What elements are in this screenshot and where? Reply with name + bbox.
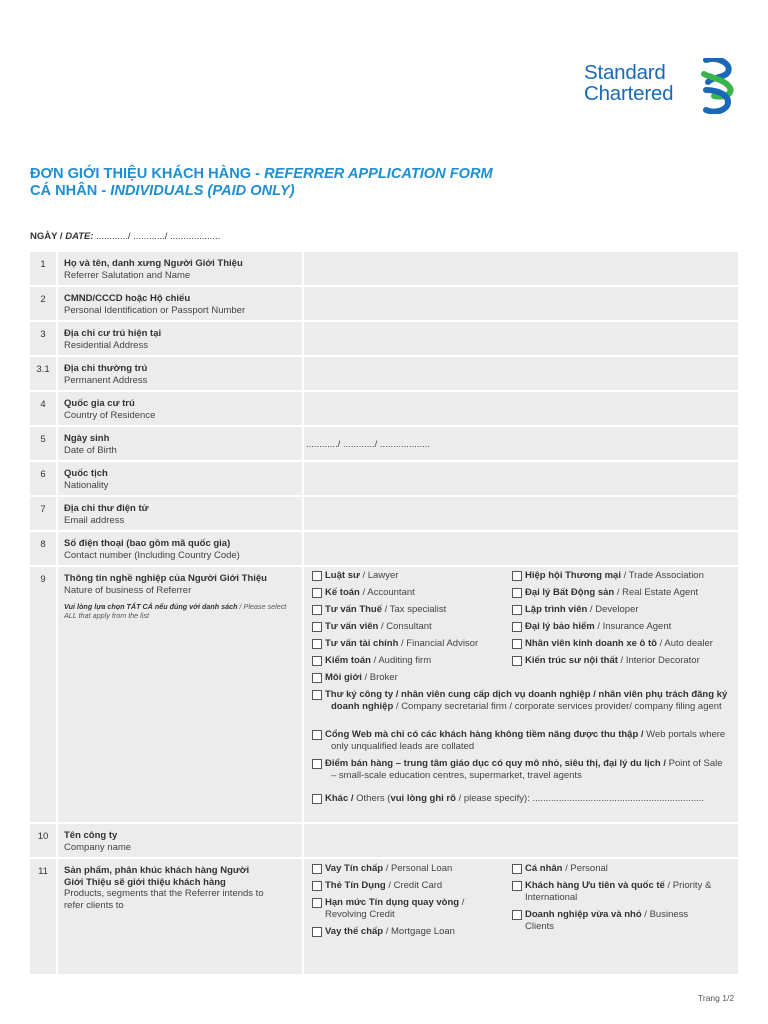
checkbox-mortgage-loan[interactable]: Vay thế chấp / Mortgage Loan: [312, 926, 502, 938]
checkbox-point-of-sale[interactable]: Điểm bán hàng – trung tâm giáo dục có quy mô nhỏ, siêu thị, đại lý du lịch / Point of Sale – small-scale education centres, supermarket, travel agents: [312, 758, 728, 781]
checkbox-box[interactable]: [312, 759, 322, 769]
checkbox-box[interactable]: [512, 864, 522, 874]
form-row-country: 4 Quốc gia cư trú Country of Residence: [30, 392, 738, 425]
form-row-products-segments: 11 Sản phẩm, phân khúc khách hàng Người Giới Thiệu sẽ giới thiệu khách hàng Products, segments that the Referrer intends to refer clients to Vay Tín chấp / Personal Loan Cá nhân / Personal Thẻ Tín Dụng / Credit Card Khách hàng Ưu tiên và quốc tế / Priority & International Hạn mức Tín dụng quay vòng / Revolving Credit Doanh nghiệp vừa và nhỏ / Business Clients Vay thế chấp / Mortgage Loan: [30, 859, 738, 974]
form-row-date-of-birth: 5 Ngày sinh Date of Birth ............/ ............/ ...................: [30, 427, 738, 460]
checkbox-box[interactable]: [512, 571, 522, 581]
email-input[interactable]: [304, 497, 738, 530]
checkbox-box[interactable]: [512, 605, 522, 615]
checkbox-broker[interactable]: Môi giới / Broker: [312, 672, 502, 684]
date-of-birth-input[interactable]: ............/ ............/ ...................: [304, 427, 738, 460]
checkbox-trade-association[interactable]: Hiệp hội Thương mại / Trade Association: [512, 570, 738, 582]
form-row-contact-number: 8 Số điện thoại (bao gồm mã quốc gia) Contact number (Including Country Code): [30, 532, 738, 565]
checkbox-developer[interactable]: Lập trình viên / Developer: [512, 604, 738, 616]
checkbox-box[interactable]: [312, 622, 322, 632]
checkbox-insurance-agent[interactable]: Đại lý bảo hiểm / Insurance Agent: [512, 621, 738, 633]
checkbox-box[interactable]: [312, 605, 322, 615]
checkbox-lawyer[interactable]: Luật sư / Lawyer: [312, 570, 502, 582]
brand-name-line1: Standard: [584, 61, 666, 84]
checkbox-auto-dealer[interactable]: Nhân viên kinh doanh xe ô tô / Auto dealer: [512, 638, 738, 650]
checkbox-priority-international[interactable]: Khách hàng Ưu tiên và quốc tế / Priority & International: [512, 880, 734, 903]
checkbox-box[interactable]: [312, 730, 322, 740]
permanent-address-input[interactable]: [304, 357, 738, 390]
company-name-input[interactable]: [304, 824, 738, 857]
checkbox-box[interactable]: [312, 881, 322, 891]
form-row-nationality: 6 Quốc tịch Nationality: [30, 462, 738, 495]
checkbox-box[interactable]: [312, 571, 322, 581]
checkbox-box[interactable]: [312, 864, 322, 874]
checkbox-box[interactable]: [312, 673, 322, 683]
checkbox-box[interactable]: [312, 927, 322, 937]
country-input[interactable]: [304, 392, 738, 425]
contact-number-input[interactable]: [304, 532, 738, 565]
checkbox-box[interactable]: [312, 656, 322, 666]
checkbox-box[interactable]: [312, 794, 322, 804]
standard-chartered-logo: [584, 58, 740, 114]
checkbox-box[interactable]: [512, 588, 522, 598]
residential-address-input[interactable]: [304, 322, 738, 355]
checkbox-box[interactable]: [312, 690, 322, 700]
checkbox-revolving-credit[interactable]: Hạn mức Tín dụng quay vòng / Revolving Credit: [312, 897, 484, 920]
checkbox-box[interactable]: [512, 656, 522, 666]
checkbox-box[interactable]: [512, 622, 522, 632]
brand-name-line2: Chartered: [584, 82, 674, 105]
form-row-email: 7 Địa chỉ thư điện tử Email address: [30, 497, 738, 530]
id-number-input[interactable]: [304, 287, 738, 320]
checkbox-interior-decorator[interactable]: Kiến trúc sư nội thất / Interior Decorator: [512, 655, 738, 667]
checkbox-tax-specialist[interactable]: Tư vấn Thuế / Tax specialist: [312, 604, 502, 616]
brand-name: [584, 62, 673, 104]
checkbox-personal-loan[interactable]: Vay Tín chấp / Personal Loan: [312, 863, 502, 875]
form-row-referrer-name: 1 Họ và tên, danh xưng Người Giới Thiệu Referrer Salutation and Name: [30, 252, 738, 285]
checkbox-auditing-firm[interactable]: Kiểm toán / Auditing firm: [312, 655, 502, 667]
checkbox-financial-advisor[interactable]: Tư vấn tài chính / Financial Advisor: [312, 638, 508, 650]
date-field[interactable]: NGÀY / DATE: ............/ ............/ ...................: [30, 231, 221, 242]
checkbox-company-secretarial[interactable]: Thư ký công ty / nhân viên cung cấp dịch vụ doanh nghiệp / nhân viên phụ trách đăng ký doanh nghiệp / Company secretarial firm / corporate services provider/ company filing agent: [312, 689, 728, 712]
standard-chartered-mark-icon: [698, 58, 738, 114]
form-title-line1: ĐƠN GIỚI THIỆU KHÁCH HÀNG - REFERRER APPLICATION FORM: [30, 166, 493, 182]
checkbox-box[interactable]: [512, 910, 522, 920]
checkbox-credit-card[interactable]: Thẻ Tín Dụng / Credit Card: [312, 880, 502, 892]
select-all-note: Vui lòng lựa chọn TẤT CẢ nếu đúng với danh sách / Please select ALL that apply from the list: [64, 602, 287, 620]
checkbox-box[interactable]: [312, 898, 322, 908]
checkbox-accountant[interactable]: Kế toán / Accountant: [312, 587, 502, 599]
checkbox-consultant[interactable]: Tư vấn viên / Consultant: [312, 621, 502, 633]
checkbox-others[interactable]: Khác / Others (vui lòng ghi rõ / please specify): .................................................................: [312, 793, 738, 805]
form-row-residential-address: 3 Địa chỉ cư trú hiện tại Residential Address: [30, 322, 738, 355]
checkbox-box[interactable]: [312, 588, 322, 598]
form-row-permanent-address: 3.1 Địa chỉ thường trú Permanent Address: [30, 357, 738, 390]
form-row-company-name: 10 Tên công ty Company name: [30, 824, 738, 857]
checkbox-box[interactable]: [312, 639, 322, 649]
page-number: Trang 1/2: [698, 993, 735, 1003]
checkbox-box[interactable]: [512, 881, 522, 891]
referrer-name-input[interactable]: [304, 252, 738, 285]
form-title: [30, 166, 493, 200]
nationality-input[interactable]: [304, 462, 738, 495]
form-title-line2: CÁ NHÂN - INDIVIDUALS (PAID ONLY): [30, 183, 295, 199]
form-row-id-number: 2 CMND/CCCD hoặc Hộ chiếu Personal Identification or Passport Number: [30, 287, 738, 320]
checkbox-web-portals[interactable]: Cổng Web mà chỉ có các khách hàng không tiềm năng được thu thập / Web portals where only unqualified leads are collated: [312, 729, 728, 752]
checkbox-personal[interactable]: Cá nhân / Personal: [512, 863, 738, 875]
checkbox-box[interactable]: [512, 639, 522, 649]
form-row-nature-of-business: 9 Thông tin nghề nghiệp của Người Giới Thiệu Nature of business of Referrer Vui lòng lựa chọn TẤT CẢ nếu đúng với danh sách / Please select ALL that apply from the list Luật sư / Lawyer Hiệp hội Thương mại / Trade Association Kế toán / Accountant Đại lý Bất Động sản / Real Estate Agent Tư vấn Thuế / Tax specialist Lập trình viên / Developer Tư vấn viên / Consultant Đại lý bảo hiểm / Insurance Agent Tư vấn tài chính / Financial Advisor Nhân viên kinh doanh xe ô tô / Auto dealer Kiểm toán / Auditing firm Kiến trúc sư nội thất / Interior Decorator Môi giới / Broker Thư ký công ty / nhân viên cung cấp dịch vụ doanh nghiệp / nhân viên phụ trách đăng ký doanh nghiệp / Company secretarial firm / corporate services provider/ company filing agent Cổng Web mà chỉ có các khách hàng không tiềm năng được thu thập / Web portals where only unqualified leads are collated Điểm bán hàng – trung tâm giáo dục có quy mô nhỏ, siêu thị, đại lý du lịch / Point of Sale – small-scale education centres, supermarket, travel agents Khác / Others (vui lòng ghi rõ / please specify): .................................................................: [30, 567, 738, 822]
checkbox-sme[interactable]: Doanh nghiệp vừa và nhỏ / Business Clients: [512, 909, 716, 932]
checkbox-real-estate-agent[interactable]: Đại lý Bất Động sản / Real Estate Agent: [512, 587, 738, 599]
